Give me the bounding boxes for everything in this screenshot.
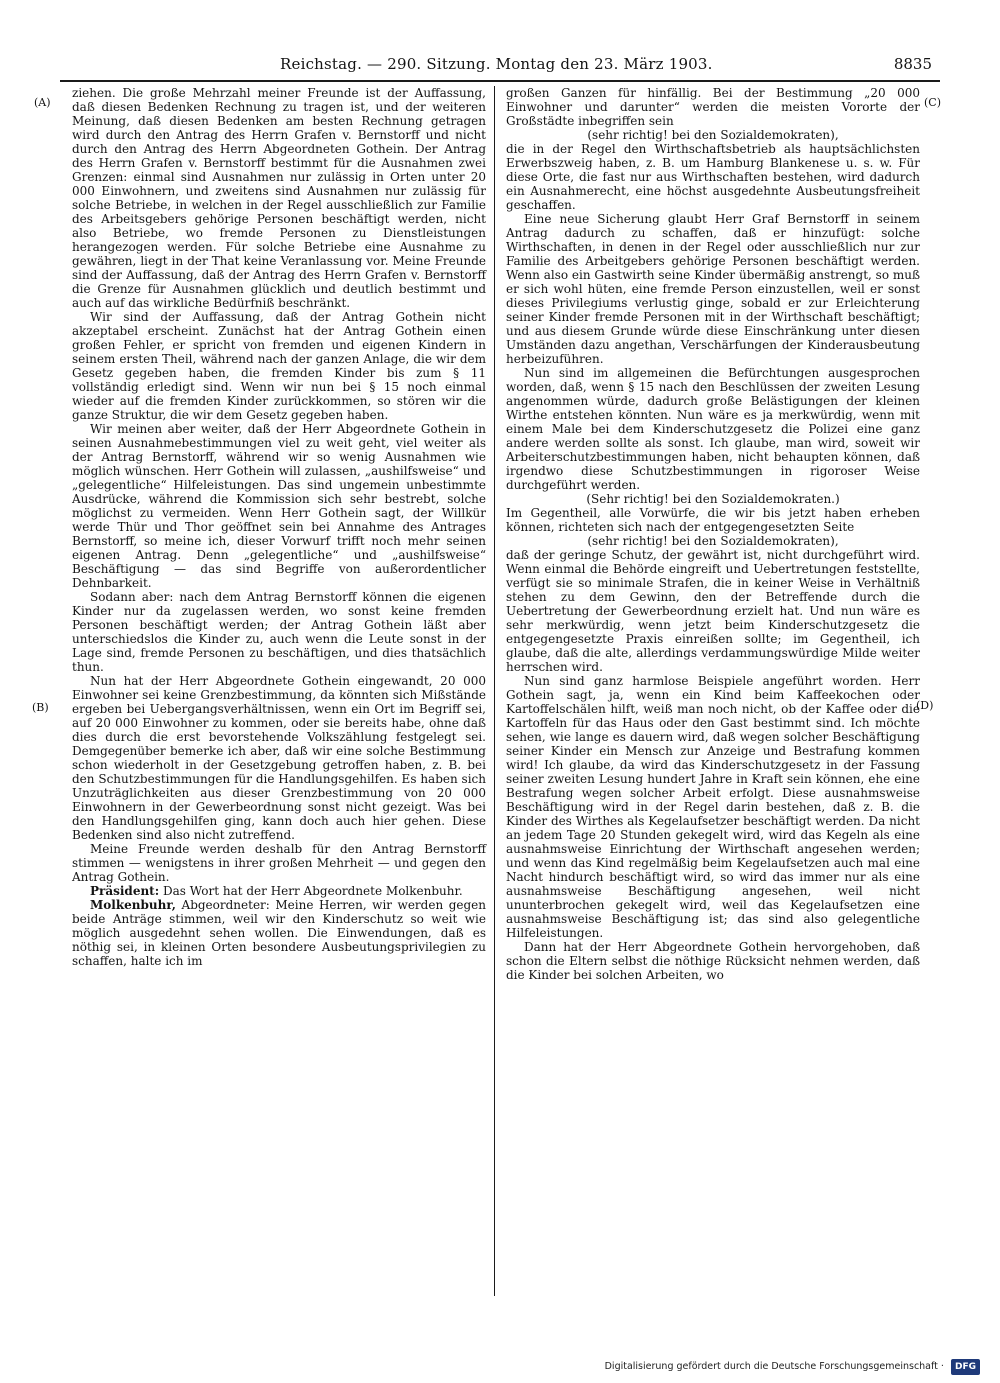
paragraph (506, 534, 920, 548)
dfg-logo: DFG (951, 1359, 980, 1375)
paragraph-text: Dann hat der Herr Abgeordnete Gothein hervorgehoben, daß schon die Eltern selbst die nöthige Rücksicht nehmen werden, daß die Kinder bei solchen Arbeiten, wo (506, 940, 920, 982)
paragraph (72, 884, 486, 898)
margin-mark-b: (B) (32, 701, 49, 714)
paragraph-text: die in der Regel den Wirthschaftsbetrieb als hauptsächlichsten Erwerbszweig haben, z. B. um Hamburg Blankenese u. s. w. Für diese Orte, die fast nur aus Wirthschaften bestehen, wird dadurch ein Ausnahmerecht, eine höchst ausgedehnte Ausbeutungsfreiheit geschaffen. (506, 142, 920, 212)
paragraph (72, 842, 486, 884)
margin-mark-a: (A) (34, 96, 51, 109)
paragraph (72, 86, 486, 310)
header-rule (60, 80, 940, 82)
paragraph-text: (Sehr richtig! bei den Sozialdemokraten.) (586, 492, 840, 506)
paragraph (506, 674, 920, 940)
paragraph (506, 142, 920, 212)
margin-mark-c: (C) (924, 96, 941, 109)
left-text-column (72, 86, 486, 968)
paragraph-text: Das Wort hat der Herr Abgeordnete Molkenbuhr. (159, 884, 463, 898)
paragraph (506, 506, 920, 534)
paragraph (506, 548, 920, 674)
column-divider (494, 86, 495, 1296)
paragraph-text: ziehen. Die große Mehrzahl meiner Freunde ist der Auffassung, daß diesen Bedenken Rechnung zu tragen ist, und der weiteren Meinung, daß diesen Bedenken am besten Rechnung getragen wird durch den Antrag des Herrn Grafen v. Bernstorff und nicht durch den Antrag des Herrn Abgeordneten Gothein. Der Antrag des Herrn Grafen v. Bernstorff bestimmt für die Ausnahmen zwei Grenzen: einmal sind Ausnahmen nur zulässig in Orten unter 20 000 Einwohnern, und zweitens sind Ausnahmen nur zulässig für solche Betriebe, in welchen in der Regel ausschließlich zur Familie des Arbeitsgebers gehörige Personen beschäftigt werden, nicht also Betriebe, wo fremde Personen zu Dienstleistungen herangezogen werden. Für solche Betriebe eine Ausnahme zu gewähren, liegt in der That keine Veranlassung vor. Meine Freunde sind der Auffassung, daß der Antrag des Herrn Grafen v. Bernstorff die Grenze für Ausnahmen glücklich und deutlich bestimmt und auch auf das wirkliche Bedürfniß beschränkt. (72, 86, 486, 310)
paragraph (72, 674, 486, 842)
page-number: 8835 (893, 55, 932, 73)
paragraph-text: Sodann aber: nach dem Antrag Bernstorff können die eigenen Kinder nur da zugelassen werden, wo sonst keine fremden Personen beschäftigt werden; der Antrag Gothein läßt aber unterschiedslos die Kinder zu, auch wenn die Leute sonst in der Lage sind, fremde Personen zu beschäftigen, und dies thatsächlich thun. (72, 590, 486, 674)
page-header (60, 52, 940, 78)
paragraph-text: Wir meinen aber weiter, daß der Herr Abgeordnete Gothein in seinen Ausnahmebestimmungen viel zu weit geht, viel weiter als der Antrag Bernstorff, während wir so wenig Ausnahmen wie möglich wünschen. Herr Gothein will zulassen, „aushilfsweise“ und „gelegentliche“ Hilfeleistungen. Das sind ungemein unbestimmte Ausdrücke, während die Kommission sich sehr bestrebt, solche möglichst zu vermeiden. Wenn Herr Gothein sagt, der Willkür werde Thür und Thor geöffnet sein bei Annahme des Antrages Bernstorff, so meine ich, dieser Vorwurf trifft noch mehr seinen eigenen Antrag. Denn „gelegentliche“ und „aushilfsweise“ Beschäftigung — das sind Begriffe von außerordentlicher Dehnbarkeit. (72, 422, 486, 590)
paragraph (506, 492, 920, 506)
paragraph-text: Im Gegentheil, alle Vorwürfe, die wir bis jetzt haben erheben können, richteten sich nach der entgegengesetzten Seite (506, 506, 920, 534)
header-title: Reichstag. — 290. Sitzung. Montag den 23. März 1903. (280, 55, 713, 73)
margin-mark-d: (D) (916, 699, 934, 712)
paragraph-text: Wir sind der Auffassung, daß der Antrag Gothein nicht akzeptabel erscheint. Zunächst hat der Antrag Gothein einen großen Fehler, er spricht von fremden und eigenen Kindern in seinem ersten Theil, während nach der ganzen Anlage, die wir dem Gesetz gegeben haben, die fremden Kinder bis zum § 11 vollständig erledigt sind. Wenn wir nun bei § 15 noch einmal wieder auf die fremden Kinder zurückkommen, so stören wir die ganze Struktur, die wir dem Gesetz gegeben haben. (72, 310, 486, 422)
paragraph-text: großen Ganzen für hinfällig. Bei der Bestimmung „20 000 Einwohner und darunter“ werden die meisten Vororte der Großstädte inbegriffen sein (506, 86, 920, 128)
right-text-column (506, 86, 920, 982)
funding-footer (600, 1357, 980, 1377)
paragraph (72, 422, 486, 590)
paragraph-text: Abgeordneter: Meine Herren, wir werden gegen beide Anträge stimmen, weil wir den Kinderschutz so weit wie möglich ausgedehnt sehen wollen. Die Einwendungen, daß es nöthig sei, in kleinen Orten besondere Ausbeutungsprivilegien zu schaffen, halte ich im (72, 898, 486, 968)
paragraph-text: Meine Freunde werden deshalb für den Antrag Bernstorff stimmen — wenigstens in ihrer großen Mehrheit — und gegen den Antrag Gothein. (72, 842, 486, 884)
paragraph-text: daß der geringe Schutz, der gewährt ist, nicht durchgeführt wird. Wenn einmal die Behörde eingreift und Uebertretungen feststellte, verfügt sie so minimale Strafen, die in keiner Weise in Verhältniß stehen zu dem Gewinn, den der Betreffende durch die Uebertretung der Gewerbeordnung erzielt hat. Und nun wäre es sehr merkwürdig, wenn jetzt beim Kinderschutzgesetz die entgegengesetzte Praxis einreißen sollte; im Gegentheil, ich glaube, daß die alte, allerdings verdammungswürdige Milde weiter herrschen wird. (506, 548, 920, 674)
paragraph (506, 86, 920, 128)
speaker-name: Präsident: (90, 884, 160, 898)
paragraph (506, 212, 920, 366)
paragraph-text: Nun sind im allgemeinen die Befürchtungen ausgesprochen worden, daß, wenn § 15 nach den Beschlüssen der zweiten Lesung angenommen würde, dadurch große Belästigungen der kleinen Wirthe entstehen könnten. Nun wäre es ja merkwürdig, wenn mit einem Male bei dem Kinderschutzgesetz die Polizei eine ganz andere werden sollte als sonst. Ich glaube, man wird, soweit wir Arbeiterschutzbestimmungen haben, nicht behaupten können, daß irgendwo diese Schutzbestimmungen in rigoroser Weise durchgeführt werden. (506, 366, 920, 492)
paragraph-text: Nun hat der Herr Abgeordnete Gothein eingewandt, 20 000 Einwohner sei keine Grenzbestimmung, da könnten sich Mißstände ergeben bei Uebergangsverhältnissen, wenn ein Ort im Begriff sei, auf 20 000 Einwohner zu kommen, oder sie bereits habe, ohne daß dies durch die erst bevorstehende Volkszählung festgelegt sei. Demgegenüber bemerke ich aber, daß wir eine solche Bestimmung schon wiederholt in der Gesetzgebung getroffen haben, z. B. bei den Schutzbestimmungen für die Handlungsgehilfen. Es haben sich Unzuträglichkeiten aus dieser Grenzbestimmung von 20 000 Einwohnern in der Gewerbeordnung sonst nicht gezeigt. Was bei den Handlungsgehilfen ging, kann doch auch hier gehen. Diese Bedenken sind also nicht zutreffend. (72, 674, 486, 842)
paragraph-text: (sehr richtig! bei den Sozialdemokraten), (587, 128, 839, 142)
paragraph-text: (sehr richtig! bei den Sozialdemokraten), (587, 534, 839, 548)
paragraph (72, 310, 486, 422)
speaker-name: Molkenbuhr, (90, 898, 176, 912)
paragraph-text: Eine neue Sicherung glaubt Herr Graf Bernstorff in seinem Antrag dadurch zu schaffen, daß er hinzufügt: solche Wirthschaften, in denen in der Regel oder ausschließlich nur zur Familie des Arbeitgebers gehörige Personen beschäftigt werden. Wenn also ein Gastwirth seine Kinder übermäßig anstrengt, so muß er sich wohl hüten, eine fremde Person einzustellen, weil er sonst dieses Privilegiums verlustig ginge, sobald er zur Erleichterung seiner Kinder fremde Personen mit in der Wirthschaft beschäftigt; und aus diesem Grunde würde diese Einschränkung unter diesen Umständen dazu angethan, Verschärfungen der Kinderausbeutung herbeizuführen. (506, 212, 920, 366)
paragraph (506, 940, 920, 982)
paragraph-text: Nun sind ganz harmlose Beispiele angeführt worden. Herr Gothein sagt, ja, wenn ein Kind beim Kaffeekochen oder Kartoffelschälen hilft, weiß man noch nicht, ob der Kaffee oder die Kartoffeln für das Haus oder den Gast bestimmt sind. Ich möchte sehen, wie lange es dauern wird, daß wegen solcher Beschäftigung seiner Kinder ein Mensch zur Anzeige und Bestrafung kommen wird! Ich glaube, da wird das Kinderschutzgesetz in der Fassung seiner zweiten Lesung hundert Jahre in Kraft sein können, ehe eine Bestrafung wegen solcher Arbeit erfolgt. Diese ausnahmsweise Beschäftigung wird in der Regel darin bestehen, daß z. B. die Kinder des Wirthes als Kegelaufsetzer beschäftigt werden. Da nicht an jedem Tage 20 Stunden gekegelt wird, wird das Kegeln als eine ausnahmsweise Einrichtung der Wirthschaft angesehen werden; und wenn das Kind regelmäßig beim Kegelaufsetzen auch mal eine Nacht hindurch beschäftigt wird, so wird das immer nur als eine ausnahmsweise Beschäftigung angesehen, weil nicht ununterbrochen gekegelt wird, weil das Kegelaufsetzen eine ausnahmsweise Beschäftigung ist; das sind also gelegentliche Hilfeleistungen. (506, 674, 920, 940)
paragraph (72, 590, 486, 674)
paragraph (506, 128, 920, 142)
paragraph (506, 366, 920, 492)
paragraph (72, 898, 486, 968)
footer-text: Digitalisierung gefördert durch die Deutsche Forschungsgemeinschaft · (604, 1361, 944, 1372)
